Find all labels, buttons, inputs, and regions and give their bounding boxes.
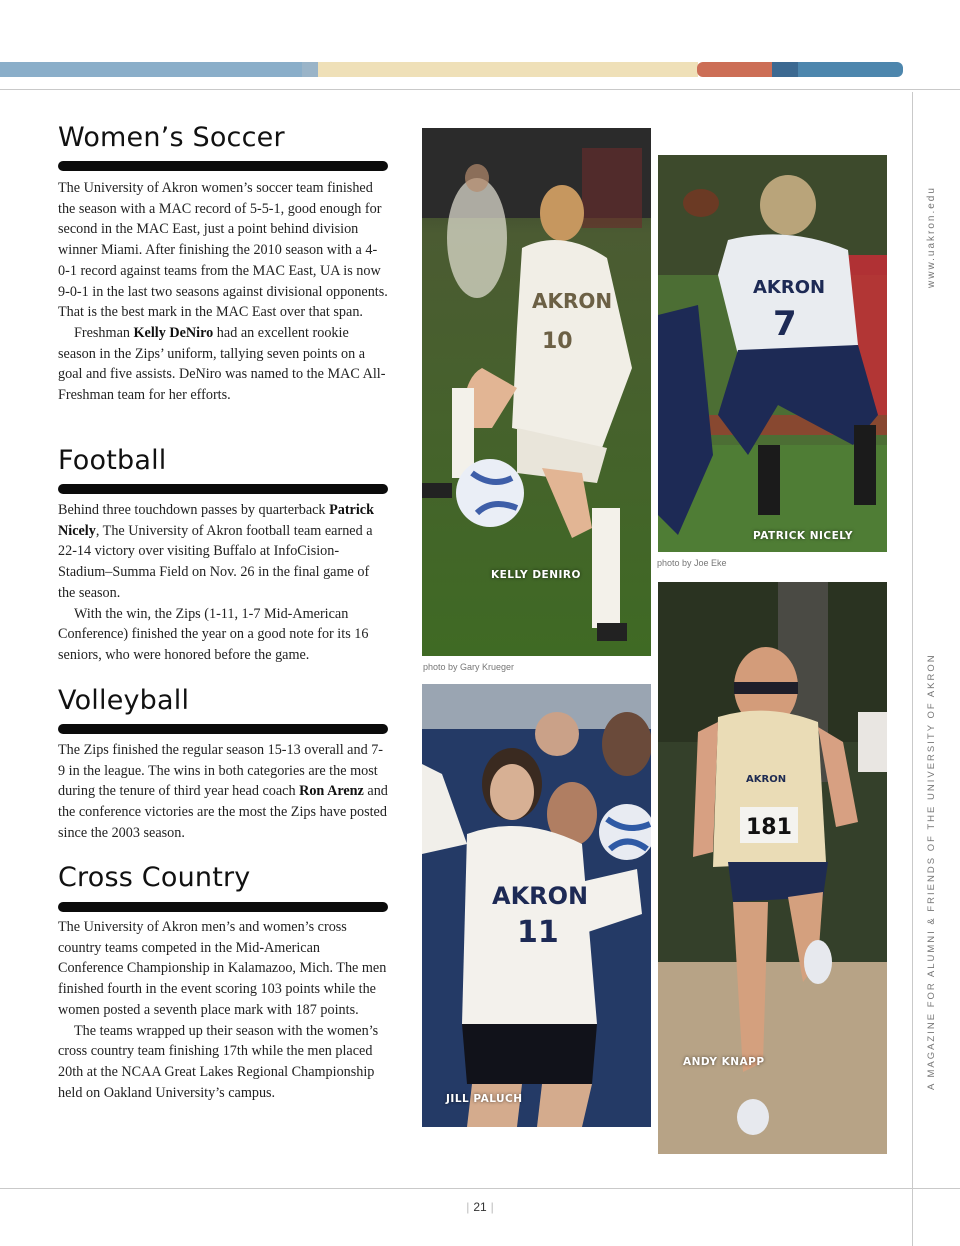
- sidebar-website: www.uakron.edu: [926, 186, 937, 288]
- section-underline: [58, 484, 388, 494]
- section-paragraph: [58, 604, 388, 666]
- page-number: | 21 |: [466, 1200, 494, 1214]
- footer-rule: [0, 1188, 960, 1189]
- section-title-football: Football: [58, 445, 167, 476]
- paragraph-text: The University of Akron men’s and women’s cross country teams competed in the Mid-American Conference Championship in Kalamazoo, Mich. The men finished fourth in the event scoring 103 points while the women posted a seventh place mark with 187 points.: [58, 919, 387, 1018]
- crosscountry-jersey-text: AKRON: [746, 774, 787, 785]
- section-title-cross-country: Cross Country: [58, 862, 251, 893]
- section-title-womens-soccer: Women’s Soccer: [58, 122, 285, 153]
- photo-volleyball-player: [422, 684, 651, 1127]
- bold-name: Kelly DeNiro: [133, 324, 214, 341]
- section-paragraph: [58, 740, 388, 844]
- bold-name: Ron Arenz: [299, 783, 364, 800]
- header-color-bar-orange: [697, 62, 772, 77]
- paragraph-text: had an excellent rookie season in the Zips’ uniform, tallying seven points on a goal and five assists. DeNiro was named to the MAC All-Freshman team for her efforts.: [58, 324, 386, 404]
- section-title-volleyball: Volleyball: [58, 685, 190, 716]
- paragraph-text: and the conference victories are the most the Zips have posted since the 2003 season.: [58, 783, 388, 841]
- header-color-bar-blue: [0, 62, 318, 77]
- header-color-bar-blue-dark: [302, 62, 318, 77]
- sidebar-rule: [912, 92, 913, 1246]
- volleyball-jersey-number: 11: [517, 915, 559, 950]
- header-color-bar-teal: [798, 62, 903, 77]
- bold-name: Patrick Nicely: [58, 502, 374, 539]
- section-underline: [58, 724, 388, 734]
- photo-credit-football: photo by Joe Eke: [657, 558, 727, 568]
- page-number-value: 21: [473, 1200, 487, 1214]
- paragraph-text: , The University of Akron football team earned a 22-14 victory over visiting Buffalo at InfoCision-Stadium–Summa Field on Nov. 26 in the final game of the season.: [58, 522, 373, 601]
- section-body-football: [58, 500, 388, 666]
- paragraph-text: The Zips finished the regular season 15-13 overall and 7-9 in the league. The wins in both categories are the most during the tenure of third year head coach: [58, 742, 384, 800]
- section-body-womens-soccer: [58, 178, 388, 406]
- photo-football-player: [658, 155, 887, 552]
- header-rule: [0, 89, 960, 90]
- soccer-jersey-number: 10: [542, 329, 573, 354]
- football-jersey-number: 7: [773, 304, 797, 344]
- header-color-bar-cream: [318, 62, 698, 77]
- photo-caption-soccer: KELLY DENIRO: [491, 569, 581, 581]
- section-paragraph: [58, 1021, 388, 1104]
- soccer-jersey-text: AKRON: [532, 289, 613, 313]
- paragraph-text: Behind three touchdown passes by quarterback: [58, 502, 330, 518]
- paragraph-text: The teams wrapped up their season with the women’s cross country team finishing 17th while the men placed 20th at the NCAA Great Lakes Regional Championship held on Oakland University’s campus.: [58, 1022, 379, 1101]
- section-paragraph: [58, 178, 388, 323]
- sidebar-tagline: A MAGAZINE FOR ALUMNI & FRIENDS OF THE UNIVERSITY OF AKRON: [926, 653, 937, 1090]
- volleyball-jersey-text: AKRON: [492, 882, 589, 910]
- football-jersey-text: AKRON: [753, 277, 826, 298]
- paragraph-text: With the win, the Zips (1-11, 1-7 Mid-American Conference) finished the year on a good note for its 16 seniors, who were honored before the game.: [58, 605, 369, 663]
- photo-crosscountry-runner: [658, 582, 887, 1154]
- photo-caption-football: PATRICK NICELY: [753, 530, 853, 542]
- paragraph-text: Freshman: [74, 324, 134, 341]
- section-body-cross-country: [58, 917, 388, 1103]
- section-underline: [58, 161, 388, 171]
- paragraph-text: The University of Akron women’s soccer team finished the season with a MAC record of 5-5-1, good enough for second in the MAC East, just a point behind division winner Miami. After finishing the 2010 season with a 4-0-1 record against teams from the MAC East, UA is now 9-0-1 in the last two seasons against divisional opponents. That is the best mark in the MAC East over that span.: [58, 180, 388, 321]
- photo-credit-soccer: photo by Gary Krueger: [423, 662, 515, 672]
- section-paragraph: [58, 917, 388, 1021]
- crosscountry-bib-number: 181: [746, 815, 792, 840]
- section-paragraph: [58, 323, 388, 406]
- section-paragraph: [58, 500, 388, 604]
- photo-caption-crosscountry: ANDY KNAPP: [683, 1056, 765, 1068]
- header-color-bar-navy: [772, 62, 798, 77]
- photo-caption-volleyball: JILL PALUCH: [446, 1093, 523, 1105]
- section-underline: [58, 902, 388, 912]
- section-body-volleyball: [58, 740, 388, 844]
